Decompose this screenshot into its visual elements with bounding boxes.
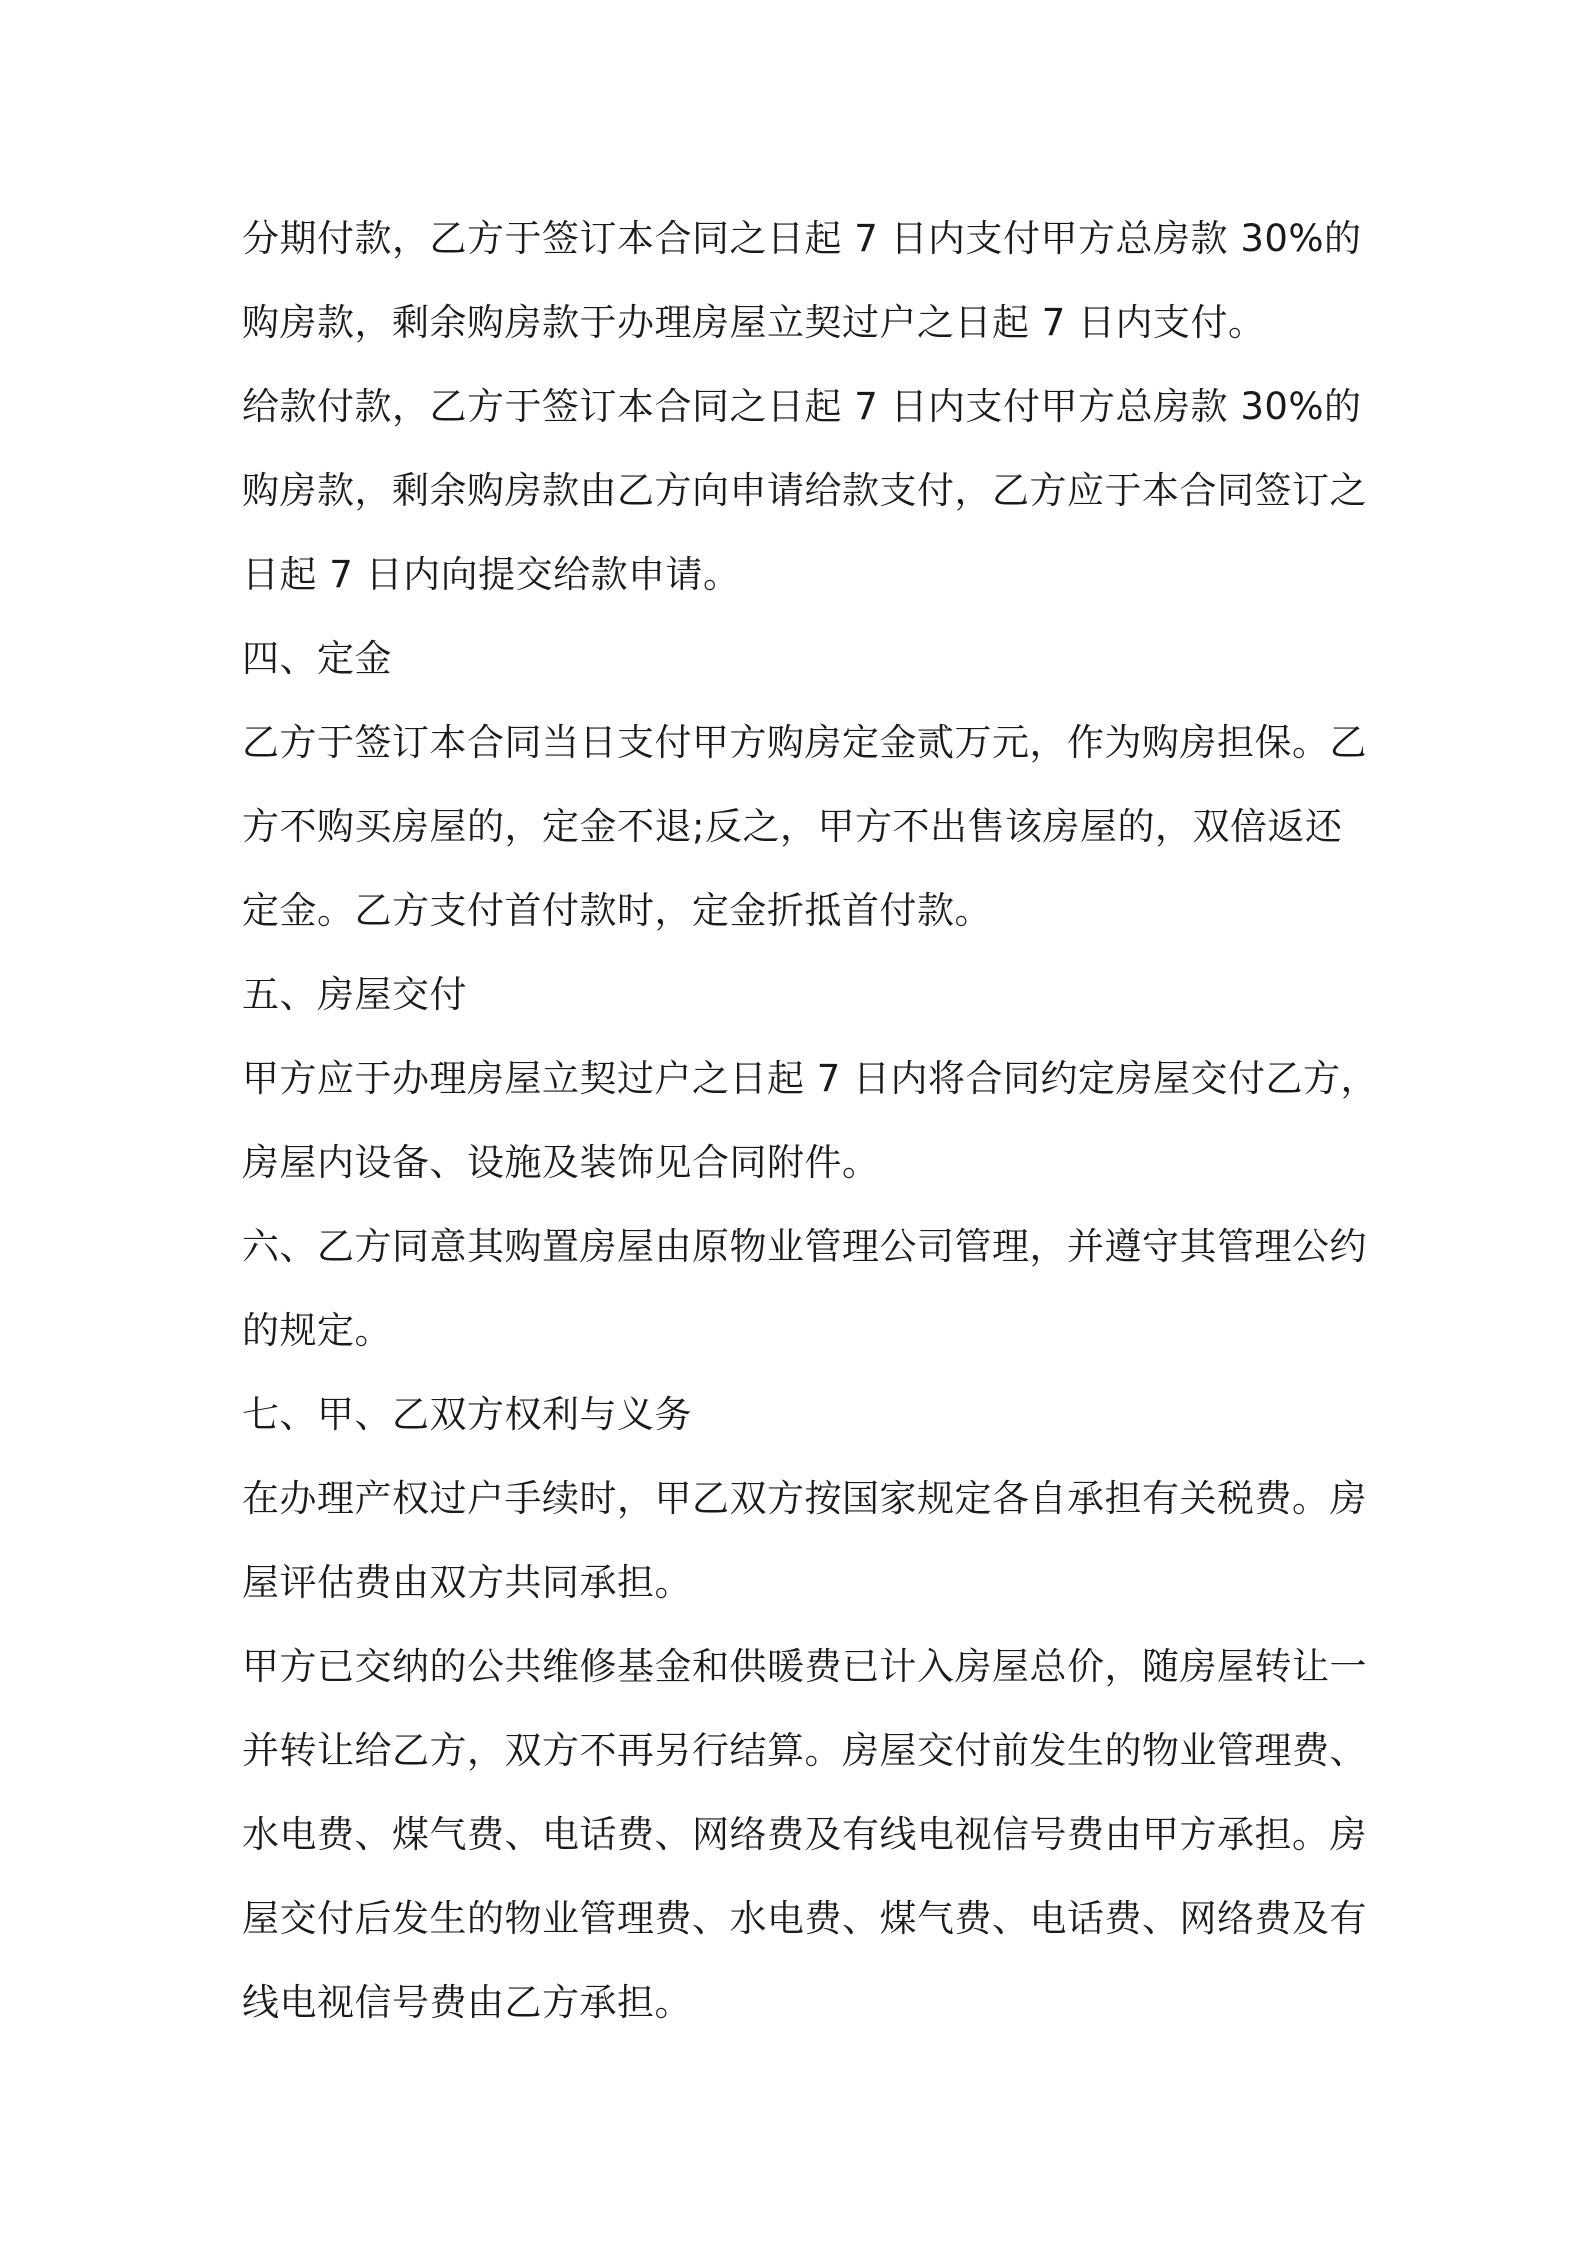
text-line: 方不购买房屋的，定金不退;反之，甲方不出售该房屋的，双倍返还	[242, 805, 1343, 848]
text-line: 水电费、煤气费、电话费、网络费及有线电视信号费由甲方承担。房	[242, 1813, 1367, 1856]
section-heading: 四、定金	[242, 637, 392, 680]
text-line: 的规定。	[242, 1309, 392, 1352]
text-line: 甲方应于办理房屋立契过户之日起 7 日内将合同约定房屋交付乙方，	[242, 1057, 1379, 1100]
section-heading: 五、房屋交付	[242, 973, 467, 1016]
text-line: 日起 7 日内向提交给款申请。	[242, 553, 741, 596]
contract-text	[242, 197, 1379, 2045]
text-line: 购房款，剩余购房款于办理房屋立契过户之日起 7 日内支付。	[242, 301, 1266, 344]
text-line: 购房款，剩余购房款由乙方向申请给款支付，乙方应于本合同签订之	[242, 469, 1367, 512]
text-line: 屋评估费由双方共同承担。	[242, 1561, 692, 1604]
text-line: 甲方已交纳的公共维修基金和供暖费已计入房屋总价，随房屋转让一	[242, 1645, 1367, 1688]
text-line: 给款付款，乙方于签订本合同之日起 7 日内支付甲方总房款 30%的	[242, 385, 1362, 428]
text-line: 屋交付后发生的物业管理费、水电费、煤气费、电话费、网络费及有	[242, 1897, 1367, 1940]
text-line: 在办理产权过户手续时，甲乙双方按国家规定各自承担有关税费。房	[242, 1477, 1367, 1520]
section-heading: 七、甲、乙双方权利与义务	[242, 1393, 692, 1436]
text-line: 定金。乙方支付首付款时，定金折抵首付款。	[242, 889, 992, 932]
text-line: 分期付款，乙方于签订本合同之日起 7 日内支付甲方总房款 30%的	[242, 217, 1362, 260]
text-line: 线电视信号费由乙方承担。	[242, 1981, 692, 2024]
text-line: 六、乙方同意其购置房屋由原物业管理公司管理，并遵守其管理公约	[242, 1225, 1367, 1268]
text-line: 房屋内设备、设施及装饰见合同附件。	[242, 1141, 880, 1184]
text-line: 乙方于签订本合同当日支付甲方购房定金贰万元，作为购房担保。乙	[242, 721, 1367, 764]
text-line: 并转让给乙方，双方不再另行结算。房屋交付前发生的物业管理费、	[242, 1729, 1367, 1772]
